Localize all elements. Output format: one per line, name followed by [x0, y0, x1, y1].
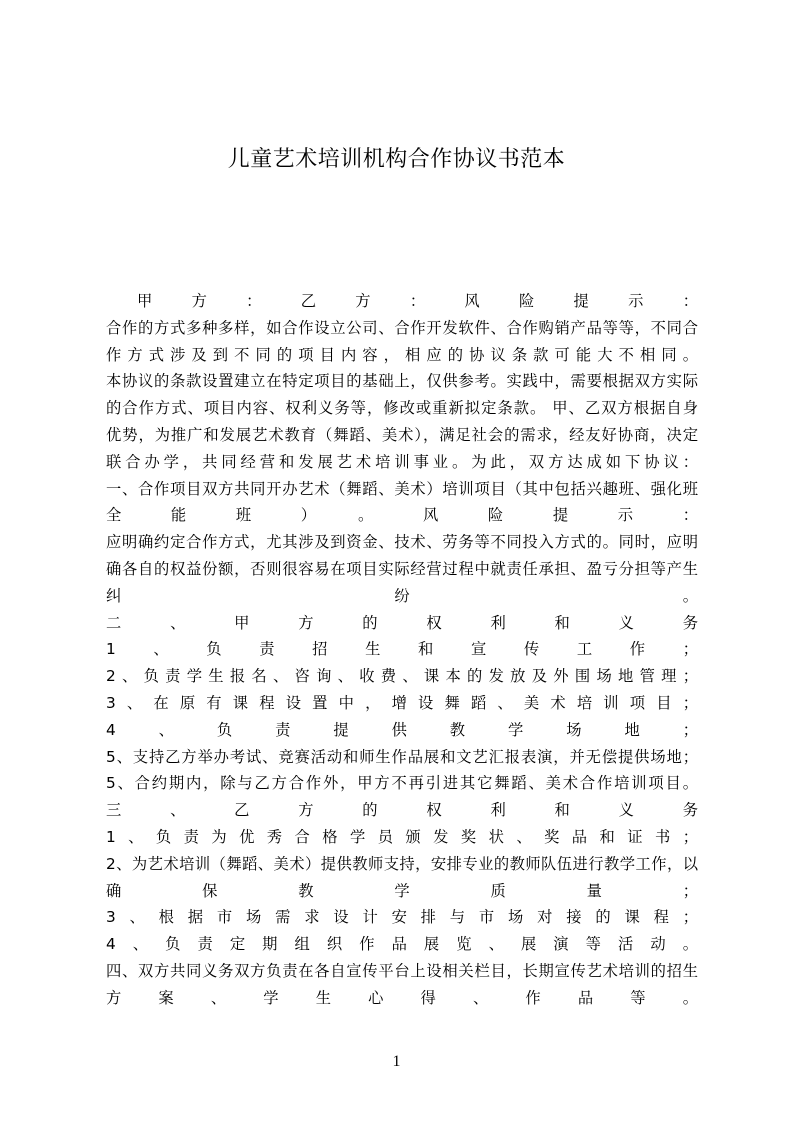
text-line: 甲方：乙方：风险提示： [137, 292, 698, 310]
text-line: 优势，为推广和发展艺术教育（舞蹈、美术），满足社会的需求，经友好协商，决定 [106, 425, 698, 444]
text-line: 1、负责为优秀合格学员颁发奖状、奖品和证书； [106, 827, 698, 846]
text-line: 应明确约定合作方式，尤其涉及到资金、技术、劳务等不同投入方式的。同时，应明 [106, 533, 698, 552]
text-line: 4、负责定期组织作品展览、展演等活动。 [106, 935, 698, 954]
document-title: 儿童艺术培训机构合作协议书范本 [227, 147, 566, 172]
text-line: 纠纷。 [106, 586, 698, 605]
text-line: 确各自的权益份额，否则很容易在项目实际经营过程中就责任承担、盈亏分担等产生 [106, 559, 698, 578]
text-line: 一、合作项目双方共同开办艺术（舞蹈、美术）培训项目（其中包括兴趣班、强化班 [106, 479, 698, 498]
text-line: 本协议的条款设置建立在特定项目的基础上，仅供参考。实践中，需要根据双方实际 [106, 372, 698, 391]
text-line: 2、负责学生报名、咨询、收费、课本的发放及外围场地管理； [106, 667, 698, 686]
text-line: 二、甲方的权利和义务 [106, 613, 698, 632]
text-line: 四、双方共同义务双方负责在各自宣传平台上设相关栏目，长期宣传艺术培训的招生 [106, 961, 698, 980]
page-number: 1 [392, 1053, 401, 1070]
text-line: 确保教学质量； [106, 881, 698, 900]
text-line: 5、合约期内，除与乙方合作外，甲方不再引进其它舞蹈、美术合作培训项目。 [106, 774, 698, 793]
text-line: 联合办学，共同经营和发展艺术培训事业。为此，双方达成如下协议： [106, 452, 698, 471]
text-line: 2、为艺术培训（舞蹈、美术）提供教师支持，安排专业的教师队伍进行教学工作，以 [106, 854, 698, 873]
text-line: 的合作方式、项目内容、权利义务等，修改或重新拟定条款。 甲、乙双方根据自身 [106, 399, 698, 418]
text-line: 1、负责招生和宣传工作； [106, 640, 698, 659]
document-body [106, 288, 698, 1012]
text-line: 方案、学生心得、作品等。 [106, 988, 698, 1007]
text-line: 5、支持乙方举办考试、竞赛活动和师生作品展和文艺汇报表演，并无偿提供场地； [106, 747, 698, 766]
text-line: 3、根据市场需求设计安排与市场对接的课程； [106, 908, 698, 927]
text-line: 3、在原有课程设置中，增设舞蹈、美术培训项目； [106, 693, 698, 712]
text-line: 作方式涉及到不同的项目内容，相应的协议条款可能大不相同。 [106, 345, 698, 364]
text-line: 全能班）。风险提示： [106, 506, 698, 525]
text-line: 三、乙方的权利和义务 [106, 801, 698, 820]
text-line: 4、负责提供教学场地； [106, 720, 698, 739]
text-line: 合作的方式多种多样，如合作设立公司、合作开发软件、合作购销产品等等，不同合 [106, 318, 698, 337]
